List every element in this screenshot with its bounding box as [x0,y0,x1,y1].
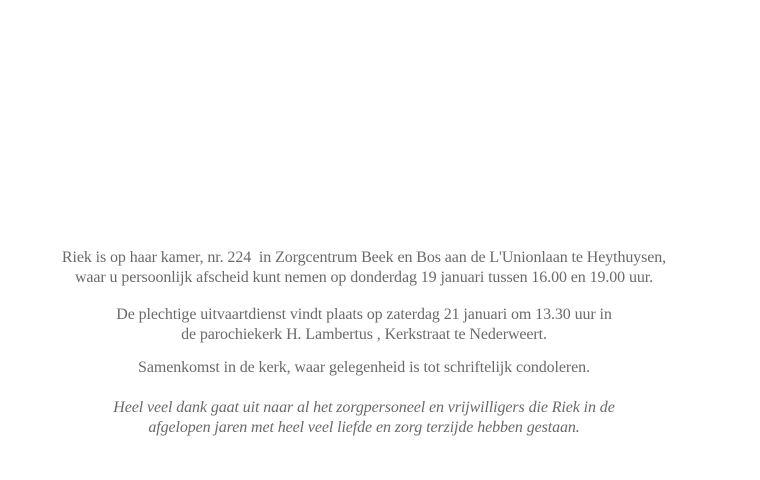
condolence-line-1: Samenkomst in de kerk, waar gelegenheid is tot schriftelijk condoleren. [138,359,590,376]
thanks-line-1: Heel veel dank gaat uit naar al het zorgpersoneel en vrijwilligers die Riek in de [113,399,615,416]
thanks-line-2: afgelopen jaren met heel veel liefde en zorg terzijde hebben gestaan. [148,419,580,436]
announcement-text-block [0,248,728,438]
paragraph-condolence-info [0,358,728,378]
paragraph-service-info [0,305,728,345]
paragraph-thanks-note [0,398,728,438]
service-line-2: de parochiekerk H. Lambertus , Kerkstraat te Nederweert. [181,326,547,343]
paragraph-visitation-info [0,248,728,288]
visitation-line-2: waar u persoonlijk afscheid kunt nemen op donderdag 19 januari tussen 16.00 en 19.00 uur. [74,269,654,286]
visitation-line-1: Riek is op haar kamer, nr. 224 in Zorgcentrum Beek en Bos aan de L'Unionlaan te Heythuysen, [61,249,667,266]
service-line-1: De plechtige uitvaartdienst vindt plaats op zaterdag 21 januari om 13.30 uur in [116,306,612,323]
